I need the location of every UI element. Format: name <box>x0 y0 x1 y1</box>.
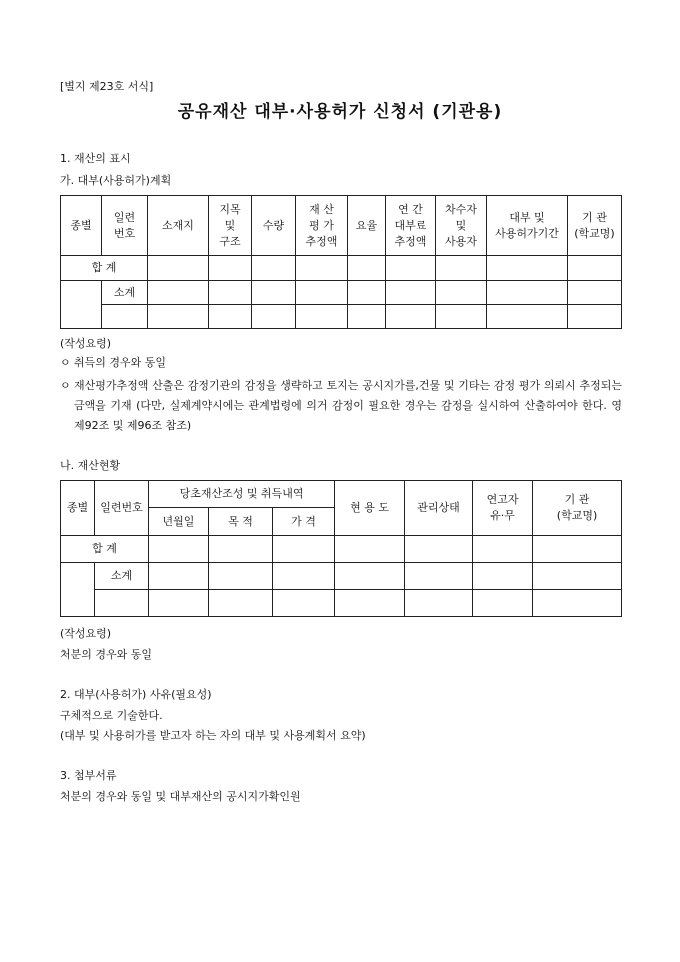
header-rate: 요율 <box>348 196 386 256</box>
cell-input[interactable] <box>487 305 568 329</box>
cell-input[interactable] <box>568 281 622 305</box>
status-table-row <box>61 590 622 617</box>
cell-input[interactable] <box>95 590 149 617</box>
header-acquisition-group: 당초재산조성 및 취득내역 <box>149 481 335 508</box>
note-a-1 <box>60 356 166 370</box>
subtotal-label: 소계 <box>102 281 148 305</box>
bullet-icon: ㅇ <box>60 356 71 369</box>
header-user: 차수자 및 사용자 <box>436 196 487 256</box>
total-label: 합 계 <box>61 536 149 563</box>
header-location: 소재지 <box>148 196 209 256</box>
cell-input[interactable] <box>148 281 209 305</box>
status-table <box>60 480 622 617</box>
cell-input[interactable] <box>473 563 533 590</box>
header-serial: 일련 번호 <box>102 196 148 256</box>
header-price: 가 격 <box>273 508 335 536</box>
header-period: 대부 및 사용허가기간 <box>487 196 568 256</box>
cell-input[interactable] <box>148 256 209 281</box>
cell-input[interactable] <box>296 256 348 281</box>
note-a-1-text: 취득의 경우와 동일 <box>74 356 167 369</box>
cell-input[interactable] <box>209 256 252 281</box>
header-org: 기 관 (학교명) <box>568 196 622 256</box>
section-1-heading: 1. 재산의 표시 <box>60 152 131 165</box>
cell-input[interactable] <box>386 281 436 305</box>
cell-input[interactable] <box>61 563 95 617</box>
cell-input[interactable] <box>533 590 622 617</box>
header-date: 년월일 <box>149 508 209 536</box>
cell-input[interactable] <box>102 305 148 329</box>
section-2-line-2: (대부 및 사용허가를 받고자 하는 자의 대부 및 사용계획서 요약) <box>60 729 366 742</box>
cell-input[interactable] <box>405 536 473 563</box>
cell-input[interactable] <box>148 305 209 329</box>
cell-input[interactable] <box>296 281 348 305</box>
cell-input[interactable] <box>386 256 436 281</box>
cell-input[interactable] <box>209 590 273 617</box>
header-quantity: 수량 <box>252 196 296 256</box>
cell-input[interactable] <box>209 305 252 329</box>
header-org: 기 관 (학교명) <box>533 481 622 536</box>
subtotal-label: 소계 <box>95 563 149 590</box>
header-purpose: 목 적 <box>209 508 273 536</box>
status-table-total-row <box>61 536 622 563</box>
cell-input[interactable] <box>386 305 436 329</box>
header-serial: 일련번호 <box>95 481 149 536</box>
header-lot: 지목 및 구조 <box>209 196 252 256</box>
cell-input[interactable] <box>335 536 405 563</box>
cell-input[interactable] <box>436 305 487 329</box>
cell-input[interactable] <box>348 256 386 281</box>
cell-input[interactable] <box>473 590 533 617</box>
cell-input[interactable] <box>436 281 487 305</box>
cell-input[interactable] <box>568 305 622 329</box>
total-label: 합 계 <box>61 256 148 281</box>
bullet-icon: ㅇ <box>60 379 71 392</box>
cell-input[interactable] <box>348 305 386 329</box>
notes-a-heading: (작성요령) <box>60 337 112 350</box>
note-b-1: 처분의 경우와 동일 <box>60 648 153 661</box>
header-type: 종별 <box>61 196 102 256</box>
section-1b-heading: 나. 재산현황 <box>60 459 121 472</box>
note-a-2-text: 재산평가추정액 산출은 감정기관의 감정을 생략하고 토지는 공시지가를,건물 및 기타는 감정 평가 의뢰시 추정되는 금액을 기재 (다만, 실제계약시에는 관계법령에 의거 감정이 필요한 경우는 감정을 실시하여 산출하여야 한다. 영 제92조 및 제96조 참조) <box>74 379 622 432</box>
header-valuation: 재 산 평 가 추정액 <box>296 196 348 256</box>
cell-input[interactable] <box>473 536 533 563</box>
cell-input[interactable] <box>568 256 622 281</box>
cell-input[interactable] <box>252 305 296 329</box>
status-table-header-row-1 <box>61 481 622 508</box>
cell-input[interactable] <box>273 563 335 590</box>
cell-input[interactable] <box>335 590 405 617</box>
cell-input[interactable] <box>149 563 209 590</box>
cell-input[interactable] <box>533 536 622 563</box>
cell-input[interactable] <box>348 281 386 305</box>
cell-input[interactable] <box>61 281 102 329</box>
plan-table-row <box>61 305 622 329</box>
cell-input[interactable] <box>405 590 473 617</box>
section-2-line-1: 구체적으로 기술한다. <box>60 709 163 722</box>
page-title: 공유재산 대부·사용허가 신청서 (기관용) <box>177 102 503 122</box>
cell-input[interactable] <box>252 281 296 305</box>
cell-input[interactable] <box>487 281 568 305</box>
form-number: [별지 제23호 서식] <box>60 80 154 93</box>
header-annual-fee: 연 간 대부료 추정액 <box>386 196 436 256</box>
cell-input[interactable] <box>533 563 622 590</box>
status-table-subtotal-row <box>61 563 622 590</box>
plan-table-total-row <box>61 256 622 281</box>
header-current-use: 현 용 도 <box>335 481 405 536</box>
cell-input[interactable] <box>209 281 252 305</box>
cell-input[interactable] <box>209 563 273 590</box>
note-a-2 <box>60 376 622 436</box>
cell-input[interactable] <box>209 536 273 563</box>
cell-input[interactable] <box>436 256 487 281</box>
section-3-line-1: 처분의 경우와 동일 및 대부재산의 공시지가확인원 <box>60 790 301 803</box>
cell-input[interactable] <box>252 256 296 281</box>
cell-input[interactable] <box>273 536 335 563</box>
cell-input[interactable] <box>335 563 405 590</box>
cell-input[interactable] <box>296 305 348 329</box>
section-2-heading: 2. 대부(사용허가) 사유(필요성) <box>60 688 212 701</box>
section-3-heading: 3. 첨부서류 <box>60 769 117 782</box>
cell-input[interactable] <box>149 536 209 563</box>
plan-table <box>60 195 622 329</box>
plan-table-header-row <box>61 196 622 256</box>
cell-input[interactable] <box>273 590 335 617</box>
header-status: 관리상태 <box>405 481 473 536</box>
section-1a-heading: 가. 대부(사용허가)계획 <box>60 174 172 187</box>
cell-input[interactable] <box>149 590 209 617</box>
notes-b-heading: (작성요령) <box>60 627 112 640</box>
plan-table-subtotal-row <box>61 281 622 305</box>
header-type: 종별 <box>61 481 95 536</box>
header-related-party: 연고자 유·무 <box>473 481 533 536</box>
cell-input[interactable] <box>487 256 568 281</box>
cell-input[interactable] <box>405 563 473 590</box>
